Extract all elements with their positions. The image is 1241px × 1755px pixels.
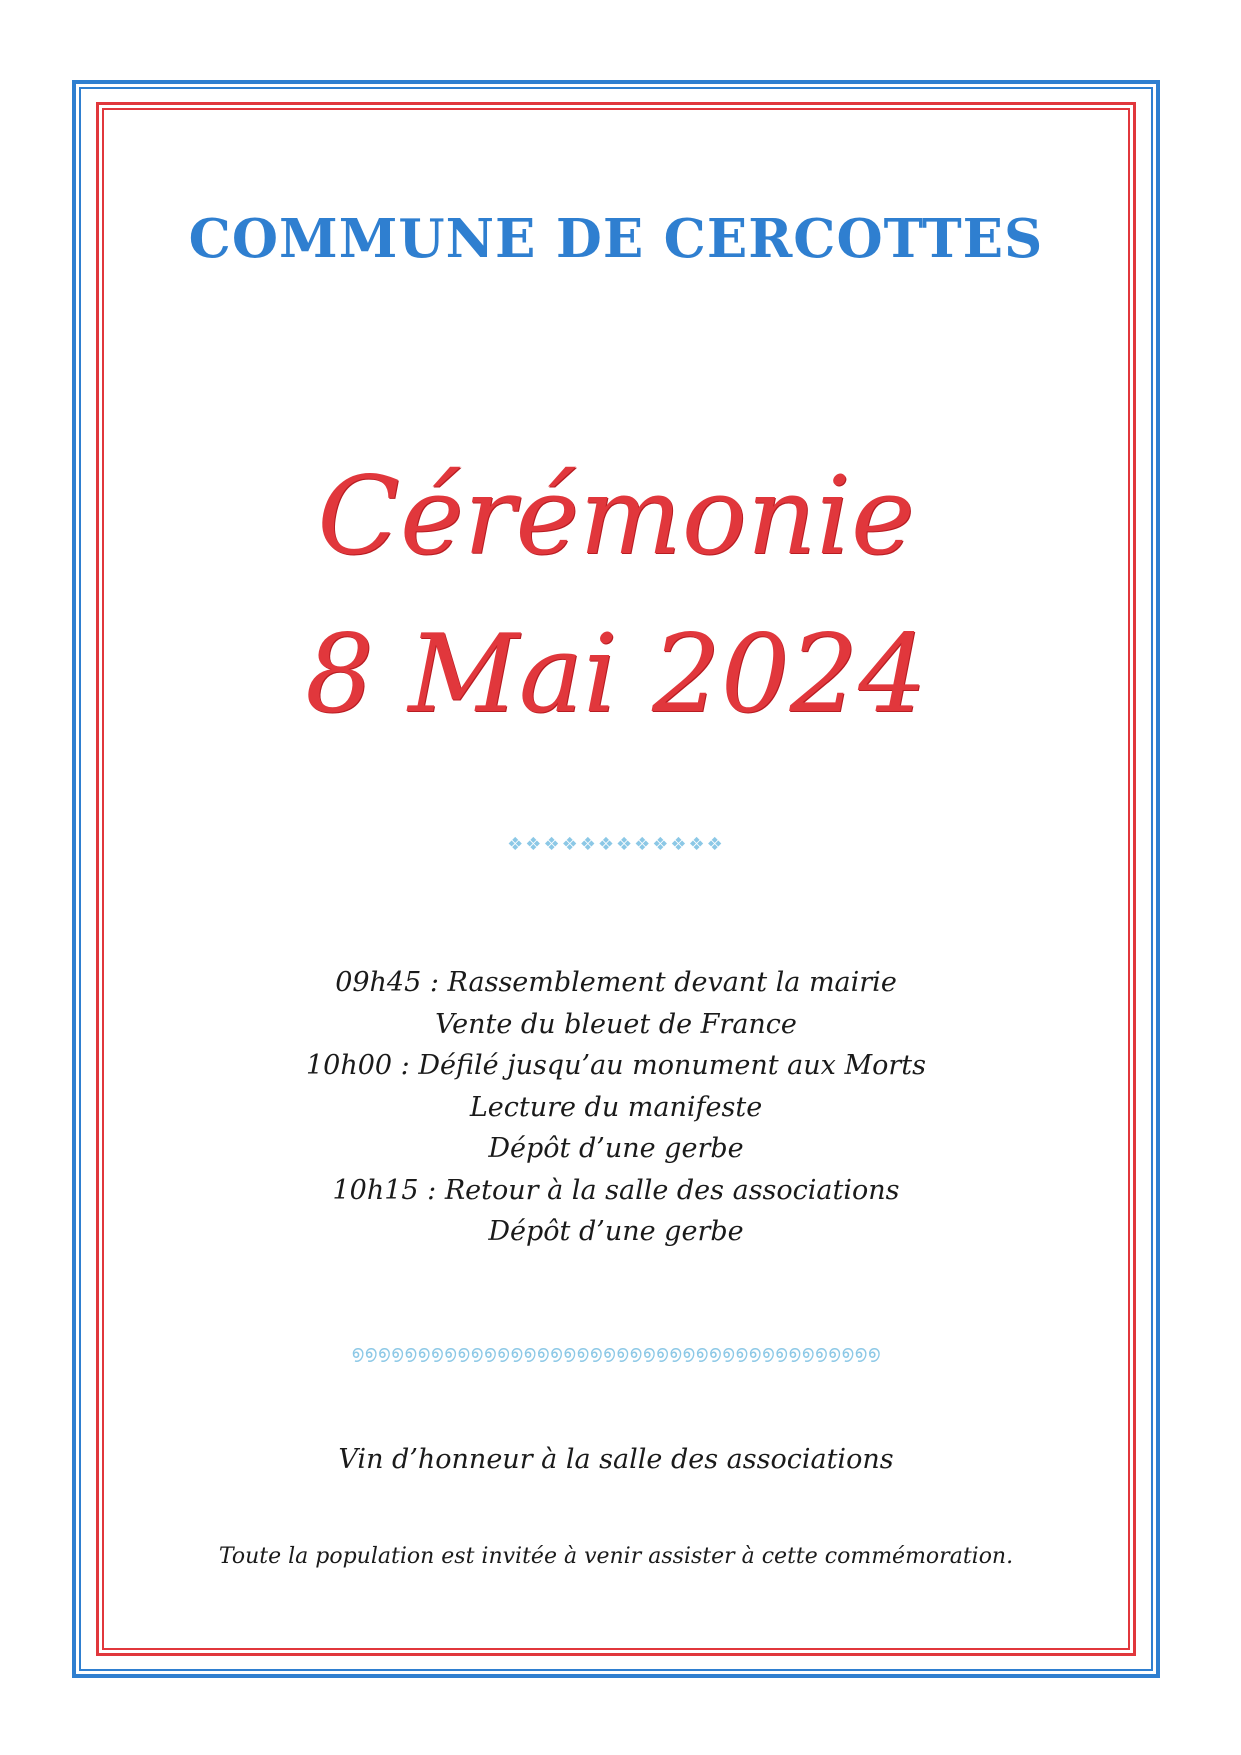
commune-title: COMMUNE DE CERCOTTES	[188, 208, 1044, 270]
reception-note: Vin d’honneur à la salle des associations	[338, 1444, 894, 1475]
program-line: Vente du bleuet de France	[435, 1008, 797, 1040]
program-line: Lecture du manifeste	[469, 1091, 763, 1123]
program-schedule	[100, 962, 1132, 1253]
invitation-note: Toute la population est invitée à venir assister à cette commémoration.	[218, 1544, 1014, 1569]
program-line: 10h00 : Défilé jusqu’au monument aux Morts	[306, 1050, 926, 1081]
ornament-divider-bottom: ൭൭൭൭൭൭൭൭൭൭൭൭൭൭൭൭൭൭൭൭൭൭൭൭൭൭൭൭൭൭൭൭൭൭൭൭൭൭൭൭	[351, 1342, 881, 1363]
program-line: Dépôt d’une gerbe	[488, 1216, 744, 1247]
poster-content	[100, 106, 1132, 1652]
program-line: 09h45 : Rassemblement devant la mairie	[335, 967, 897, 998]
ornament-divider-top: ❖❖❖❖❖❖❖❖❖❖❖❖	[507, 834, 725, 855]
ceremony-date: 8 Mai 2024	[305, 612, 927, 737]
program-line: Dépôt d’une gerbe	[488, 1133, 744, 1164]
program-line: 10h15 : Retour à la salle des associations	[332, 1174, 900, 1206]
ceremony-title: Cérémonie	[317, 454, 915, 579]
